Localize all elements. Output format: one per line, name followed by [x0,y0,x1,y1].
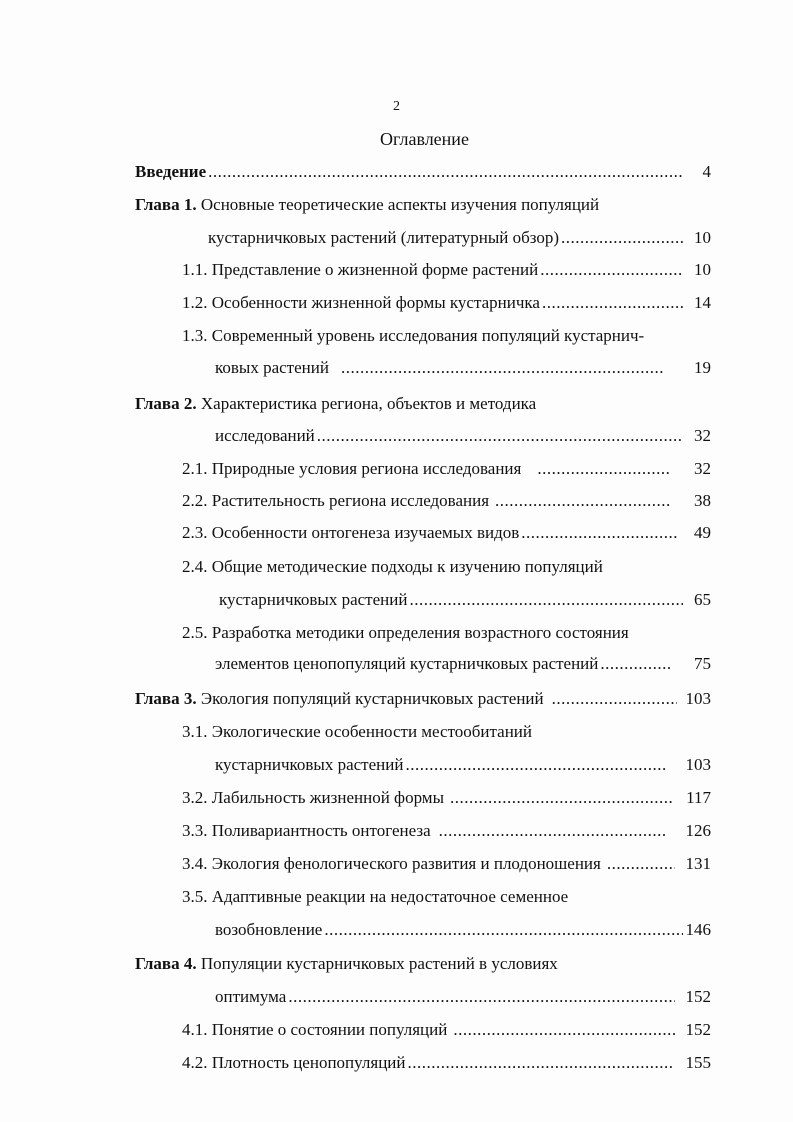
toc-text: Представление о жизненной форме растений [211,260,539,279]
toc-num: 4.2. [182,1053,208,1072]
toc-entry-4-2[interactable] [182,1051,711,1075]
toc-page: 38 [694,491,711,510]
toc-page: 10 [694,260,711,279]
toc-chapter-label: Глава 4. [135,954,197,973]
toc-text: Растительность региона исследования [211,491,490,510]
toc-text: Общие методические подходы к изучению популяций [211,557,603,576]
toc-text: Основные теоретические аспекты изучения популяций [200,195,600,214]
toc-text: Плотность ценопопуляций [211,1053,406,1072]
toc-entry-ch4-cont[interactable] [215,985,711,1009]
toc-text: кустарничковых растений [215,755,404,774]
toc-text: Адаптивные реакции на недостаточное семенное [211,887,569,906]
toc-entry-ch1[interactable] [135,193,599,217]
toc-text: Экология популяций кустарничковых растений [200,689,544,708]
toc-page: 103 [685,689,711,708]
toc-text: Особенности жизненной формы кустарничка [211,293,540,312]
toc-entry-1-1[interactable] [182,258,711,282]
toc-text: элементов ценопопуляций кустарничковых растений [215,654,599,673]
toc-page: 131 [685,854,711,873]
toc-page: 155 [685,1053,711,1072]
toc-page: 49 [694,523,711,542]
toc-page: 146 [685,920,711,939]
toc-page: 117 [686,788,711,807]
toc-entry-ch1-cont[interactable] [208,226,711,250]
toc-text: Поливариантность онтогенеза [211,821,431,840]
page-title: Оглавление [380,129,469,149]
toc-num: 2.4. [182,557,208,576]
toc-page: 75 [694,654,711,673]
toc-text: кустарничковых растений [219,590,408,609]
toc-entry-2-3[interactable] [182,521,711,545]
toc-page: 65 [694,590,711,609]
toc-chapter-label: Глава 1. [135,195,197,214]
toc-text: Характеристика региона, объектов и методика [200,394,537,413]
toc-page: 4 [702,162,711,181]
toc-page: 32 [694,459,711,478]
toc-num: 3.5. [182,887,208,906]
toc-text: Особенности онтогенеза изучаемых видов [211,523,520,542]
toc-entry-1-3[interactable] [182,324,644,348]
toc-text: Понятие о состоянии популяций [211,1020,448,1039]
toc-text: Экология фенологического развития и плодоношения [211,854,601,873]
toc-entry-2-4[interactable] [182,555,603,579]
toc-num: 3.2. [182,788,208,807]
toc-entry-4-1[interactable] [182,1018,711,1042]
toc-entry-2-4-cont[interactable] [219,588,711,612]
toc-page: 32 [694,426,711,445]
toc-entry-2-5[interactable] [182,621,629,645]
toc-entry-2-5-cont[interactable] [215,652,711,676]
toc-entry-ch2[interactable] [135,392,536,416]
toc-text: Экологические особенности местообитаний [211,722,532,741]
toc-page: 19 [694,358,711,377]
toc-text: кустарничковых растений (литературный обзор) [208,228,560,247]
toc-chapter-label: Глава 3. [135,689,197,708]
page-number: 2 [393,99,400,114]
toc-text: Природные условия региона исследования [211,459,522,478]
toc-entry-2-1[interactable] [182,457,711,481]
toc-entry-1-2[interactable] [182,291,711,315]
toc-text: Современный уровень исследования популяций кустарнич- [211,326,645,345]
toc-page: 126 [685,821,711,840]
toc-entry-ch4[interactable] [135,952,558,976]
toc-num: 2.3. [182,523,208,542]
toc-page: 152 [685,1020,711,1039]
toc-text: оптимума [215,987,287,1006]
toc-entry-2-2[interactable] [182,489,711,513]
toc-page: 10 [694,228,711,247]
toc-text: исследований [215,426,315,445]
toc-page: 103 [685,755,711,774]
toc-entry-intro[interactable] [135,160,711,184]
toc-num: 1.3. [182,326,208,345]
toc-entry-3-5[interactable] [182,885,568,909]
toc-page: 152 [685,987,711,1006]
toc-num: 2.1. [182,459,208,478]
toc-num: 4.1. [182,1020,208,1039]
toc-entry-3-4[interactable] [182,852,711,876]
toc-chapter-label: Глава 2. [135,394,197,413]
toc-text: возобновление [215,920,323,939]
toc-num: 2.5. [182,623,208,642]
toc-text: ковых растений [215,358,329,377]
toc-text: Популяции кустарничковых растений в условиях [200,954,558,973]
toc-entry-3-1[interactable] [182,720,532,744]
toc-num: 1.2. [182,293,208,312]
toc-num: 2.2. [182,491,208,510]
toc-entry-3-3[interactable] [182,819,711,843]
toc-num: 1.1. [182,260,208,279]
toc-num: 3.3. [182,821,208,840]
toc-entry-3-2[interactable] [182,786,711,810]
toc-text: Разработка методики определения возрастного состояния [211,623,629,642]
toc-label: Введение [135,162,207,181]
toc-num: 3.4. [182,854,208,873]
toc-entry-3-1-cont[interactable] [215,753,711,777]
toc-text: Лабильность жизненной формы [211,788,444,807]
toc-entry-1-3-cont[interactable] [215,356,711,380]
toc-num: 3.1. [182,722,208,741]
toc-entry-ch3[interactable] [135,687,711,711]
toc-entry-3-5-cont[interactable] [215,918,711,942]
toc-page: 14 [694,293,711,312]
toc-entry-ch2-cont[interactable] [215,424,711,448]
